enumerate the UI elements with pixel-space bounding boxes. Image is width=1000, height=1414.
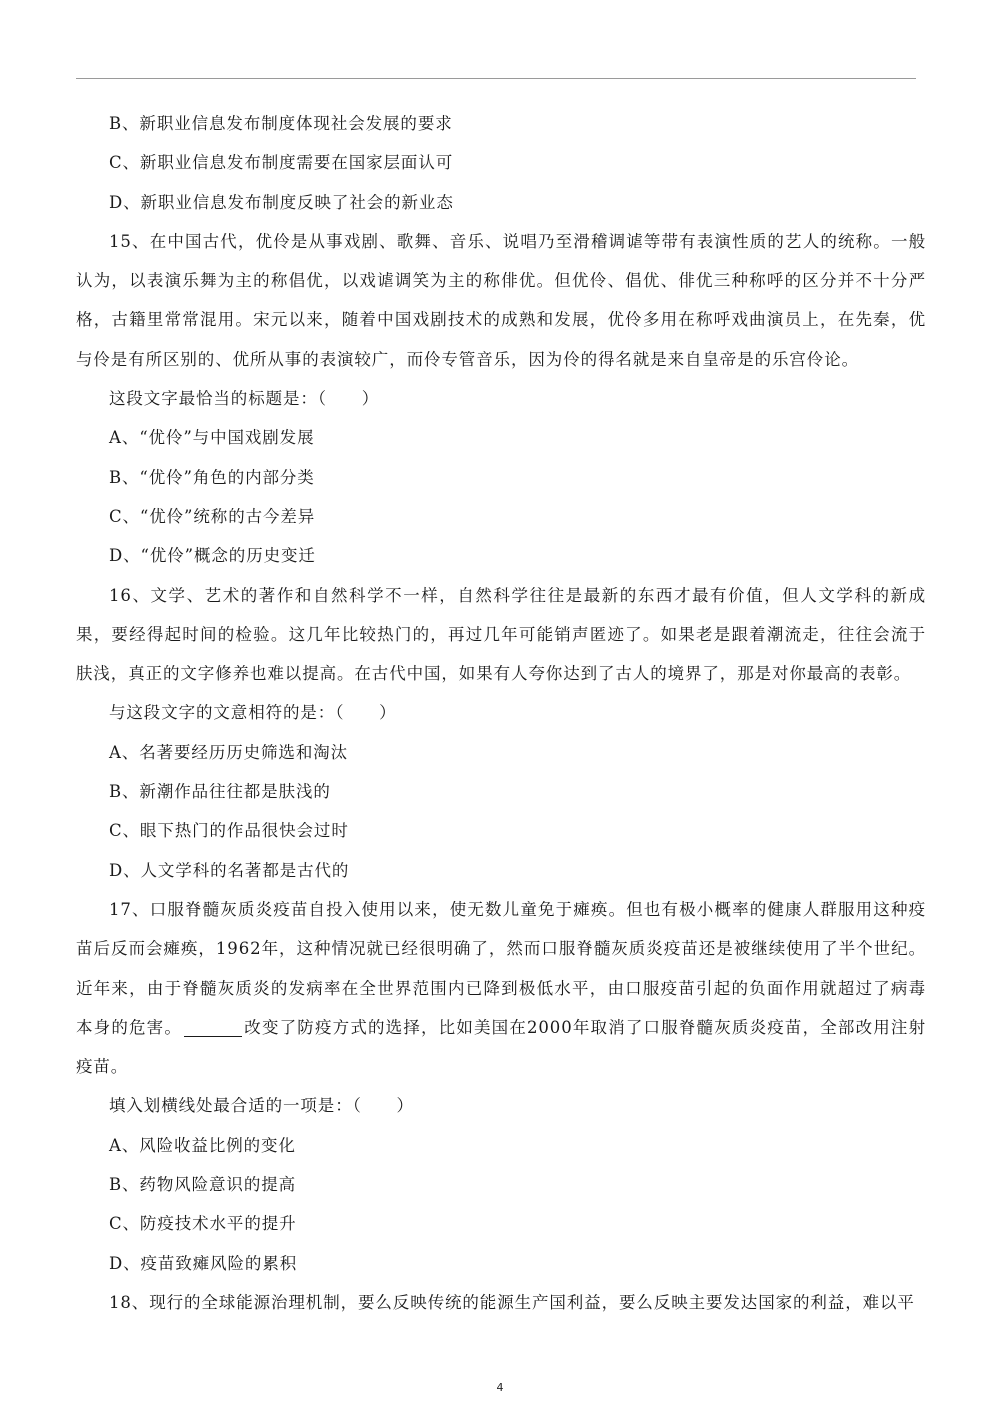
question-17-text [76,890,926,1086]
question-17-text-after: 改变了防疫方式的选择，比如美国在2000年取消了口服脊髓灰质炎疫苗，全部改用注射疫苗。 [76,1017,926,1077]
header-rule [76,78,916,79]
question-17-prompt: 填入划横线处最合适的一项是：（ ） [109,1096,414,1116]
question-15-option-a: A、“优伶”与中国戏剧发展 [109,428,315,448]
question-15-text: 15、在中国古代，优伶是从事戏剧、歌舞、音乐、说唱乃至滑稽调谑等带有表演性质的艺人的统称。一般认为，以表演乐舞为主的称倡优，以戏谑调笑为主的称俳优。但优伶、倡优、俳优三种称呼的区分并不十分严格，古籍里常常混用。宋元以来，随着中国戏剧技术的成熟和发展，优伶多用在称呼戏曲演员上，在先秦，优与伶是有所区别的、优所从事的表演较广，而伶专管音乐，因为伶的得名就是来自皇帝是的乐宫伶论。 [76,231,926,369]
option-d: D、新职业信息发布制度反映了社会的新业态 [109,192,454,212]
question-17-option-a: A、风险收益比例的变化 [109,1135,296,1155]
question-17-option-d: D、疫苗致瘫风险的累积 [109,1253,298,1273]
page-number: 4 [496,1381,504,1394]
page-content [76,104,926,1322]
question-15-option-b: B、“优伶”角色的内部分类 [109,467,315,487]
fill-in-blank [184,1035,242,1037]
question-16-option-d: D、人文学科的名著都是古代的 [109,860,350,880]
question-17-option-c: C、防疫技术水平的提升 [109,1214,297,1234]
question-17-option-b: B、药物风险意识的提高 [109,1175,297,1195]
question-15-option-c: C、“优伶”统称的古今差异 [109,506,316,526]
question-15-option-d: D、“优伶”概念的历史变迁 [109,546,316,566]
question-16-text: 16、文学、艺术的著作和自然科学不一样，自然科学往往是最新的东西才最有价值，但人文学科的新成果，要经得起时间的检验。这几年比较热门的，再过几年可能销声匿迹了。如果老是跟着潮流走，往往会流于肤浅，真正的文字修养也难以提高。在古代中国，如果有人夸你达到了古人的境界了，那是对你最高的表彰。 [76,585,926,684]
question-16-option-a: A、名著要经历历史筛选和淘汰 [109,742,349,762]
option-c: C、新职业信息发布制度需要在国家层面认可 [109,153,454,173]
question-16-option-c: C、眼下热门的作品很快会过时 [109,821,349,841]
option-b: B、新职业信息发布制度体现社会发展的要求 [109,114,453,133]
question-16-option-b: B、新潮作品往往都是肤浅的 [109,782,331,802]
question-15-prompt: 这段文字最恰当的标题是：（ ） [109,389,380,409]
question-18-text: 18、现行的全球能源治理机制，要么反映传统的能源生产国利益，要么反映主要发达国家的利益，难以平 [109,1292,915,1312]
question-17-text-before: 17、口服脊髓灰质炎疫苗自投入使用以来，使无数儿童免于瘫痪。但也有极小概率的健康人群服用这种疫苗后反而会瘫痪，1962年，这种情况就已经很明确了，然而口服脊髓灰质炎疫苗还是被继续使用了半个世纪。近年来，由于脊髓灰质炎的发病率在全世界范围内已降到极低水平，由口服疫苗引起的负面作用就超过了病毒本身的危害。 [76,899,926,1037]
question-16-prompt: 与这段文字的文意相符的是：（ ） [109,703,397,723]
